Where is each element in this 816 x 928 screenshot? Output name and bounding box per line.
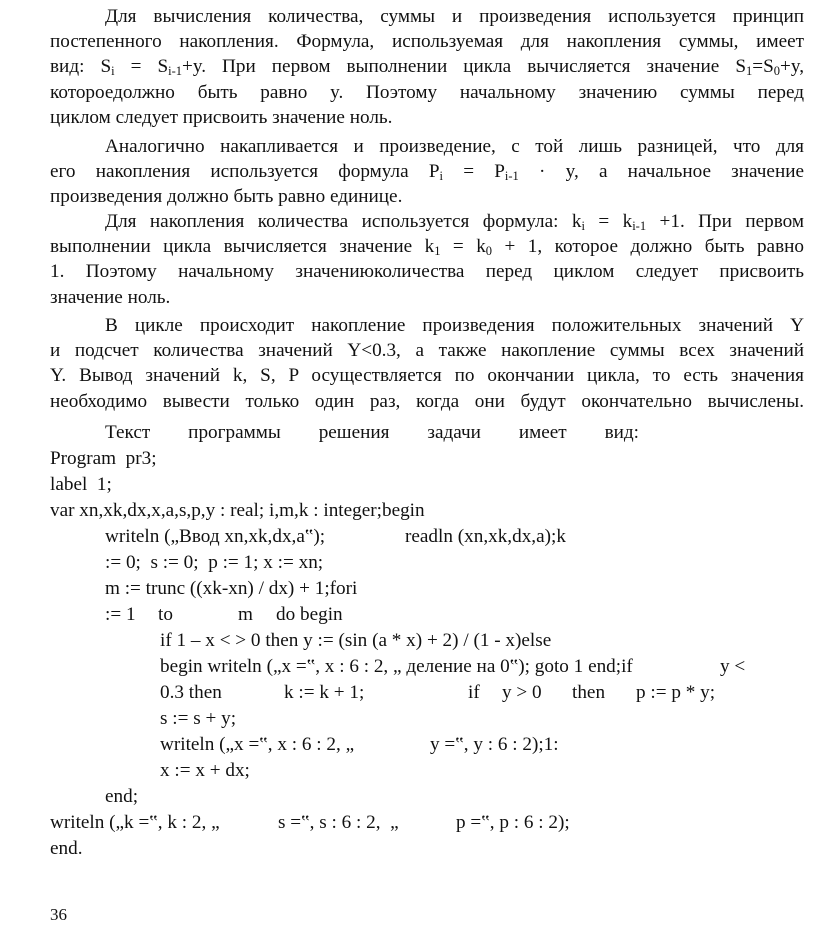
code-line: writeln („x =‟, x : 6 : 2, „: [160, 734, 355, 755]
code-line: x := x + dx;: [160, 760, 250, 781]
code-line: var xn,xk,dx,x,a,s,p,y : real; i,m,k : integer;begin: [50, 500, 425, 521]
code-line: begin writeln („x =‟, x : 6 : 2, „ деление на 0‟); goto 1 end;if: [160, 656, 633, 677]
code-line: if: [468, 682, 480, 703]
text-line: произведения должно быть равно единице.: [50, 186, 403, 208]
text-line: выполнении цикла вычисляется значение $k_1 = k_0 + 1$, которое должно быть равно: [50, 236, 804, 259]
code-line: end;: [105, 786, 139, 807]
text-line: значение ноль.: [50, 286, 171, 308]
text-line: его накопления используется формула $P_i = P_{i-1} \cdot y$, а начальное значение: [50, 161, 805, 184]
paragraph-4: [50, 313, 804, 414]
text-line: циклом следует присвоить значение ноль.: [50, 106, 393, 128]
text-line: постепенного накопления. Формула, используемая для накопления суммы, имеет: [50, 31, 804, 53]
code-line: writeln („Ввод xn,xk,dx,a‟);: [105, 526, 326, 547]
program-listing: [50, 446, 804, 866]
code-line: do begin: [276, 604, 343, 625]
paragraph-1: [50, 4, 804, 130]
code-line: y <: [720, 656, 746, 677]
text-line: и подсчет количества значений Y<0.3, а также накопление суммы всех значений: [50, 340, 804, 362]
code-line: m: [238, 604, 253, 625]
text-line: Текст программы решения задачи имеет вид:: [105, 422, 639, 443]
text-line: Аналогично накапливается и произведение, с той лишь разницей, что для: [105, 136, 804, 157]
code-line: := 0; s := 0; p := 1; x := xn;: [105, 552, 324, 573]
code-line: s := s + y;: [160, 708, 237, 729]
paragraph-3: [50, 209, 804, 310]
code-line: := 1: [105, 604, 136, 625]
code-line: p := p * y;: [636, 682, 716, 703]
code-line: if 1 – x < > 0 then y := (sin (a * x) + 2) / (1 - x)else: [160, 630, 552, 651]
page-number: 36: [50, 905, 67, 924]
paragraph-2: [50, 134, 804, 210]
code-line: p =‟, p : 6 : 2);: [456, 812, 570, 833]
code-line: y > 0: [502, 682, 542, 703]
code-line: end.: [50, 838, 83, 859]
code-line: readln (xn,xk,dx,a);k: [405, 526, 566, 547]
code-line: s =‟, s : 6 : 2, „: [278, 812, 399, 833]
text-line: В цикле происходит накопление произведения положительных значений Y: [105, 315, 804, 336]
code-line: then: [572, 682, 606, 703]
code-line: label 1;: [50, 474, 112, 495]
text-line: вид: $S_i = S_{i-1}+y$. При первом выполнении цикла вычисляется значение $S_1=S_0+y$,: [50, 56, 804, 79]
code-line: writeln („k =‟, k : 2, „: [50, 812, 220, 833]
text-line: Y. Вывод значений k, S, P осуществляется по окончании цикла, то есть значения: [50, 365, 804, 387]
code-line: to: [158, 604, 173, 625]
text-line: необходимо вывести только один раз, когда они будут окончательно вычислены.: [50, 390, 804, 412]
text-line: котороедолжно быть равно y. Поэтому начальному значению суммы перед: [50, 81, 804, 103]
text-line: Для накопления количества используется формула: $k_i = k_{i-1} +1$. При первом: [105, 211, 804, 233]
paragraph-5: [50, 420, 804, 445]
text-line: 1. Поэтому начальному значениюколичества перед циклом следует присвоить: [50, 261, 804, 283]
code-line: Program pr3;: [50, 448, 157, 469]
code-line: y =‟, y : 6 : 2);1:: [430, 734, 559, 755]
code-line: 0.3 then: [160, 682, 222, 703]
text-line: Для вычисления количества, суммы и произведения используется принцип: [105, 6, 804, 27]
code-line: m := trunc ((xk-xn) / dx) + 1;fori: [105, 578, 358, 599]
code-line: k := k + 1;: [284, 682, 365, 703]
